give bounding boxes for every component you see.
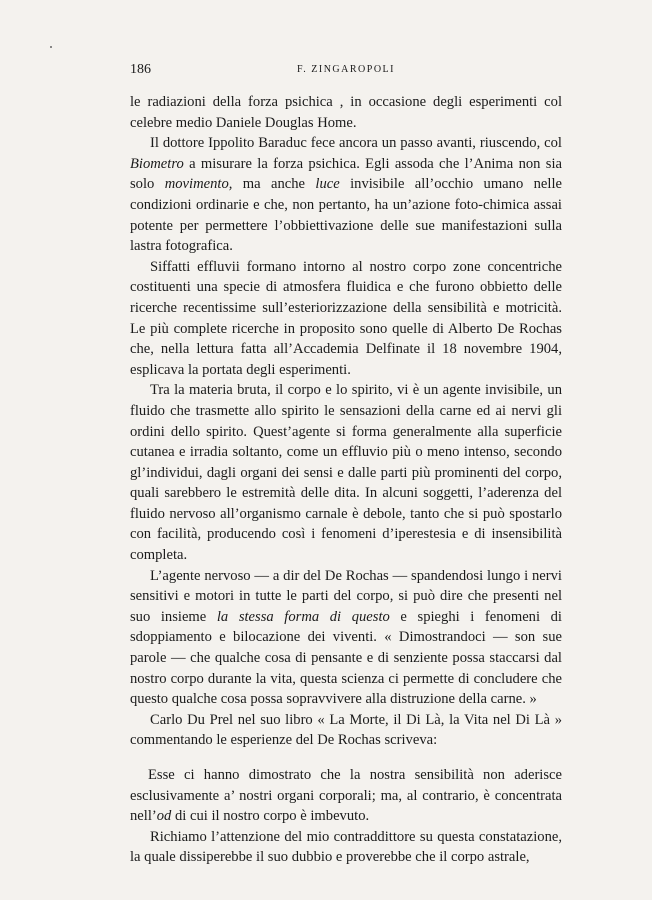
page-number: 186 <box>130 62 151 77</box>
page-header <box>130 62 562 84</box>
text-run: Richiamo l’attenzione del mio contraddittore su questa constatazione, la quale dissiperebbe il suo dubbio e proverebbe che il corpo astrale, <box>130 828 562 866</box>
block-quote <box>130 765 562 827</box>
text-run: L’agente nervoso — a dir del De Rochas — spandendosi lungo i nervi sensitivi e motori in tutte le parti del corpo, si può dire che presenti nel suo insieme <box>130 567 562 625</box>
text-run: ma anche <box>232 176 316 193</box>
text-run: Il dottore Ippolito Baraduc fece ancora un passo avanti, riuscendo, col <box>150 135 562 152</box>
paragraph-4 <box>130 380 562 565</box>
paragraph-5 <box>130 566 562 710</box>
book-page <box>130 62 562 868</box>
text-run: le radiazioni della forza psichica , in occasione degli esperimenti col celebre medio Daniele Douglas Home. <box>130 94 562 131</box>
paragraph-2 <box>130 133 562 257</box>
paper-speck <box>50 46 52 48</box>
text-run: Tra la materia bruta, il corpo e lo spirito, vi è un agente invisibile, un fluido che trasmette allo spirito le sensazioni della carne ed ai nervi gli ordini dello spirito. Quest’agente si forma generalmente alla superficie cutanea e irradia soltanto, come un effluvio più o meno intenso, secondo gl’individui, dagli organi dei sensi e dalle parti più prominenti del corpo, quali sarebbero le estremità delle dita. In alcuni soggetti, l’aderenza del fluido nervoso all’organismo carnale è debole, tanto che si può spostarlo con facilità, producendo così i fenomeni d’iperestesia e di insensibilità completa. <box>130 382 562 564</box>
block-quote-text <box>130 765 562 827</box>
paragraph-1 <box>130 92 562 133</box>
italic-phrase: movimento, <box>164 176 233 193</box>
text-run: a misurare la forza psichica. Egli assoda che l’Anima non sia solo <box>130 155 562 193</box>
italic-phrase: od <box>156 808 172 825</box>
running-head: F. ZINGAROPOLI <box>297 64 395 75</box>
text-run: invisibile all’occhio umano nelle condizioni ordinarie e che, non pertanto, ha un’azione foto-chimica assai potente per permettere l’obbiettivazione delle sue manifestazioni sulla lastra fotografica. <box>130 176 562 255</box>
text-run: e spieghi i fenomeni di sdoppiamento e bilocazione dei viventi. « Dimostrandoci — son sue parole — che qualche cosa di pensante e di senziente possa staccarsi dal nostro corpo durante la vita, questa scienza ci permette di concludere che questo qualche cosa possa sopravvivere alla distruzione della carne. » <box>130 608 562 708</box>
text-run: Siffatti effluvii formano intorno al nostro corpo zone concentriche costituenti una specie di atmosfera fluidica e che furono obbietto delle ricerche recentissime sull’esteriorizzazione della sensibilità e motricità. Le più complete ricerche in proposito sono quelle di Alberto De Rochas che, nella lettura fatta all’Accademia Delfinate il 18 novembre 1904, esplicava la portata degli esperimenti. <box>130 258 562 378</box>
italic-phrase: luce <box>315 176 340 193</box>
paragraph-3 <box>130 257 562 381</box>
paragraph-6 <box>130 710 562 751</box>
text-run: di cui il nostro corpo è imbevuto. <box>171 808 370 825</box>
closing-paragraph <box>130 827 562 868</box>
text-run: Carlo Du Prel nel suo libro « La Morte, il Di Là, la Vita nel Di Là » commentando le esperienze del De Rochas scriveva: <box>130 711 562 749</box>
italic-phrase: la stessa forma di questo <box>216 608 390 625</box>
text-run: Esse ci hanno dimostrato che la nostra sensibilità non aderisce esclusivamente a’ nostri organi corporali; ma, al contrario, è concentrata nell’ <box>130 767 562 825</box>
italic-phrase: Biometro <box>130 155 184 172</box>
body-text <box>130 92 562 868</box>
